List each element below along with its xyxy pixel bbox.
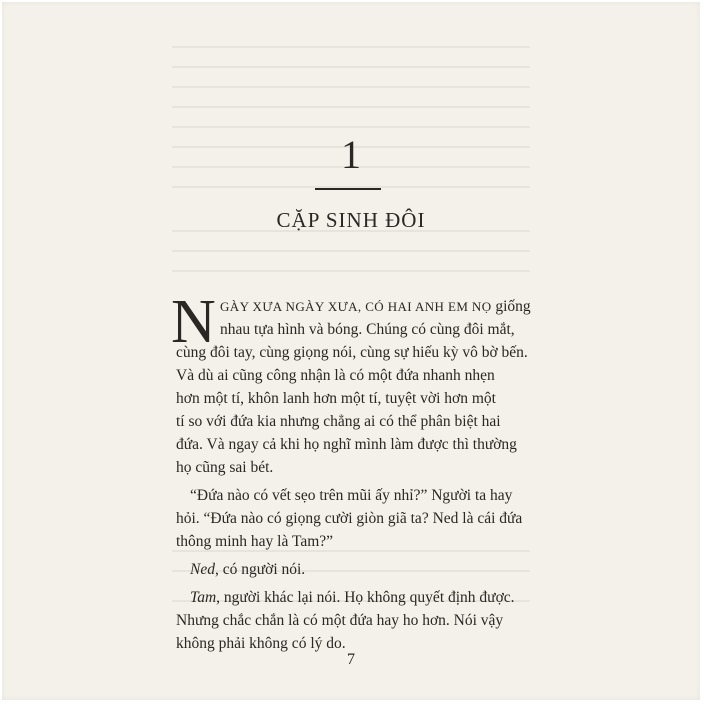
text-line bbox=[220, 297, 531, 317]
text-line: thông minh hay là Tam?” bbox=[176, 533, 334, 550]
page-number: 7 bbox=[347, 651, 355, 668]
drop-cap: N bbox=[171, 288, 216, 356]
text-line: tí so với đứa kia nhưng chẳng ai có thể phân biệt hai bbox=[176, 413, 501, 430]
text-line: nhau tựa hình và bóng. Chúng có cùng đôi mắt, bbox=[220, 321, 515, 338]
text-fragment: , người khác lại nói. Họ không quyết định được. bbox=[216, 589, 515, 606]
character-name: Ned bbox=[190, 561, 215, 578]
text-line: Nhưng chắc chắn là có một đứa hay ho hơn. Nói vậy bbox=[176, 612, 504, 629]
text-line bbox=[190, 588, 515, 608]
smallcaps-opening: GÀY XƯA NGÀY XƯA, CÓ HAI ANH EM NỌ bbox=[220, 299, 492, 314]
text-fragment: giống bbox=[491, 298, 531, 315]
chapter-divider bbox=[315, 188, 381, 190]
text-line: hỏi. “Đứa nào có giọng cười giòn giã ta? Ned là cái đứa bbox=[176, 510, 523, 527]
text-line: “Đứa nào có vết sẹo trên mũi ấy nhỉ?” Người ta hay bbox=[190, 487, 513, 504]
text-line: hơn một tí, khôn lanh hơn một tí, tuyệt vời hơn một bbox=[176, 390, 496, 407]
character-name: Tam bbox=[190, 589, 217, 606]
text-line: đứa. Và ngay cả khi họ nghĩ mình làm được thì thường bbox=[176, 436, 517, 453]
text-fragment: , có người nói. bbox=[214, 561, 306, 578]
text-line: họ cũng sai bét. bbox=[176, 459, 274, 476]
text-line: cùng đôi tay, cùng giọng nói, cùng sự hiếu kỳ vô bờ bến. bbox=[176, 344, 528, 361]
chapter-title: CẶP SINH ĐÔI bbox=[276, 208, 426, 232]
text-line bbox=[190, 560, 305, 580]
chapter-number: 1 bbox=[341, 132, 361, 177]
text-line: Và dù ai cũng công nhận là có một đứa nhanh nhẹn bbox=[176, 367, 495, 384]
text-line: không phải không có lý do. bbox=[176, 635, 346, 652]
book-page bbox=[2, 2, 700, 700]
